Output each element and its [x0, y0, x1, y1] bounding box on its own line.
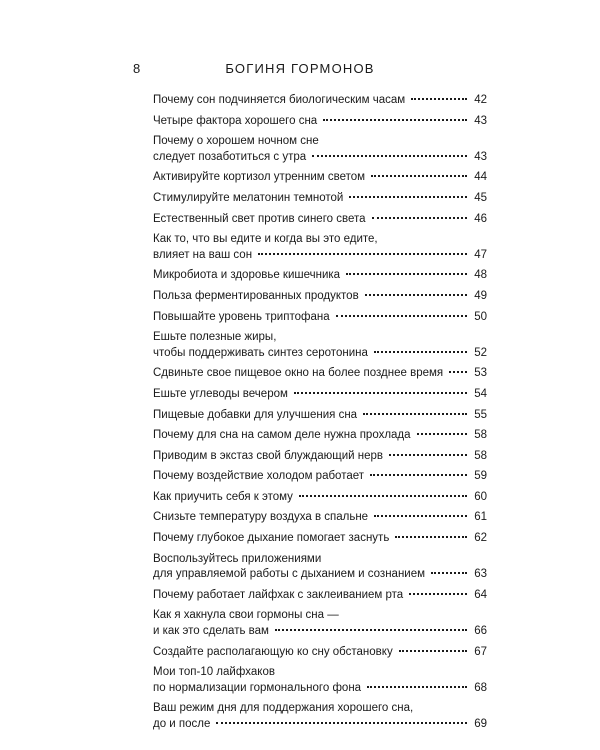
toc-page-number: 69 [474, 718, 487, 730]
toc-entry-title-line: Ешьте полезные жиры, [153, 331, 277, 344]
toc-entry-row [153, 408, 487, 424]
toc-entry [153, 289, 487, 305]
toc-entry-title-line: Пищевые добавки для улучшения сна [153, 408, 358, 421]
toc-entry-title-line: Сдвиньте свое пищевое окно на более позднее время [153, 367, 444, 380]
toc-entry-title-line: Микробиота и здоровье кишечника [153, 269, 341, 282]
toc-entry [153, 531, 487, 547]
toc-entry [153, 191, 487, 207]
toc-entry-title-line: Приводим в экстаз свой блуждающий нерв [153, 449, 383, 462]
toc-entry [153, 701, 487, 732]
toc-entry [153, 552, 487, 583]
toc-entry [153, 268, 487, 284]
dot-leader [294, 392, 467, 394]
toc-entry [153, 366, 487, 382]
page-number: 8 [133, 61, 141, 76]
toc-entry-title-line: Мои топ-10 лайфхаков [153, 666, 275, 679]
toc-entry [153, 93, 487, 109]
toc-page-number: 55 [474, 408, 487, 421]
table-of-contents [153, 93, 487, 738]
toc-page-number: 64 [474, 588, 487, 601]
toc-entry [153, 490, 487, 506]
toc-entry [153, 428, 487, 444]
running-head: БОГИНЯ ГОРМОНОВ [225, 61, 375, 76]
toc-entry-row [153, 114, 487, 130]
toc-page-number: 62 [474, 532, 487, 545]
toc-entry-title-line: и как это сделать вам [153, 625, 269, 638]
toc-entry-row [153, 567, 487, 583]
toc-page-number: 60 [474, 490, 487, 503]
toc-entry-title-line: Как приучить себя к этому [153, 490, 293, 503]
dot-leader [336, 315, 467, 317]
toc-entry-title-line: чтобы поддерживать синтез серотонина [153, 346, 368, 359]
toc-entry [153, 645, 487, 661]
toc-entry-title-line: влияет на ваш сон [153, 248, 253, 261]
toc-page-number: 43 [474, 114, 487, 127]
toc-entry-row [153, 717, 487, 733]
toc-entry-title-line: Ешьте углеводы вечером [153, 387, 288, 400]
dot-leader [374, 515, 467, 517]
dot-leader [411, 98, 467, 100]
toc-entry [153, 387, 487, 403]
toc-entry-row [153, 310, 487, 326]
dot-leader [349, 196, 467, 198]
toc-page-number: 68 [474, 681, 487, 694]
toc-entry-row [153, 681, 487, 697]
toc-entry-row [153, 624, 487, 640]
toc-entry-row [153, 366, 487, 382]
toc-page-number: 67 [474, 645, 487, 658]
toc-entry [153, 449, 487, 465]
dot-leader [449, 371, 467, 373]
toc-entry [153, 469, 487, 485]
toc-entry-title-line: Повышайте уровень триптофана [153, 310, 330, 323]
toc-page-number: 58 [474, 429, 487, 442]
toc-entry [153, 408, 487, 424]
toc-entry-row [153, 588, 487, 604]
toc-entry-row [153, 428, 487, 444]
toc-page-number: 48 [474, 269, 487, 282]
toc-page-number: 54 [474, 387, 487, 400]
toc-page-number: 42 [474, 94, 487, 106]
toc-entry-row [153, 268, 487, 284]
toc-entry-title-line: Почему глубокое дыхание помогает заснуть [153, 532, 390, 545]
toc-entry-title-line: Четыре фактора хорошего сна [153, 114, 318, 127]
toc-page-number: 45 [474, 191, 487, 204]
toc-page-number: 66 [474, 625, 487, 638]
toc-entry-title-line: Почему о хорошем ночном сне [153, 135, 319, 148]
toc-entry-row [153, 531, 487, 547]
dot-leader [370, 474, 467, 476]
toc-entry-row [153, 490, 487, 506]
toc-entry-row [153, 645, 487, 661]
dot-leader [216, 722, 467, 724]
toc-entry [153, 588, 487, 604]
toc-entry-row [153, 93, 487, 109]
toc-entry [153, 510, 487, 526]
dot-leader [399, 650, 467, 652]
toc-entry [153, 665, 487, 696]
toc-entry-row [153, 150, 487, 166]
toc-entry-title-line: Воспользуйтесь приложениями [153, 552, 322, 565]
toc-entry [153, 330, 487, 361]
toc-entry-title-line: до и после [153, 718, 211, 730]
dot-leader [371, 175, 467, 177]
toc-entry [153, 134, 487, 165]
dot-leader [409, 593, 467, 595]
toc-page-number: 47 [474, 248, 487, 261]
dot-leader [374, 351, 467, 353]
dot-leader [372, 217, 467, 219]
toc-page-number: 53 [474, 367, 487, 380]
toc-entry-title-line: Снизьте температуру воздуха в спальне [153, 511, 369, 524]
toc-page-number: 61 [474, 511, 487, 524]
toc-entry-row [153, 510, 487, 526]
toc-entry-row [153, 387, 487, 403]
dot-leader [312, 155, 467, 157]
dot-leader [395, 536, 467, 538]
toc-entry-title-line: Почему сон подчиняется биологическим часам [153, 94, 406, 106]
toc-page-number: 58 [474, 449, 487, 462]
dot-leader [417, 433, 467, 435]
toc-page-number: 52 [474, 346, 487, 359]
toc-page-number: 63 [474, 568, 487, 581]
toc-entry-title-line: Почему для сна на самом деле нужна прохлада [153, 429, 411, 442]
toc-entry [153, 232, 487, 263]
toc-entry-title-line: Как то, что вы едите и когда вы это едите, [153, 233, 378, 246]
toc-entry-title-line: по нормализации гормонального фона [153, 681, 362, 694]
toc-entry-row [153, 449, 487, 465]
dot-leader [363, 413, 467, 415]
dot-leader [258, 253, 467, 255]
toc-entry-title-line: Активируйте кортизол утренним светом [153, 171, 366, 184]
dot-leader [346, 273, 467, 275]
toc-entry-title-line: Почему работает лайфхак с заклеиванием рта [153, 588, 404, 601]
toc-page-number: 44 [474, 171, 487, 184]
toc-page-number: 49 [474, 289, 487, 302]
toc-entry [153, 310, 487, 326]
toc-entry-title-line: Как я хакнула свои гормоны сна — [153, 609, 339, 622]
dot-leader [323, 119, 467, 121]
toc-entry-title-line: Ваш режим дня для поддержания хорошего сна, [153, 702, 414, 715]
dot-leader [299, 495, 467, 497]
toc-entry-title-line: следует позаботиться с утра [153, 150, 307, 163]
toc-entry [153, 212, 487, 228]
toc-entry-row [153, 289, 487, 305]
toc-entry-title-line: Создайте располагающую ко сну обстановку [153, 645, 393, 658]
dot-leader [275, 629, 467, 631]
toc-entry-row [153, 469, 487, 485]
toc-page-number: 59 [474, 470, 487, 483]
toc-entry [153, 608, 487, 639]
toc-entry-title-line: Почему воздействие холодом работает [153, 470, 365, 483]
dot-leader [431, 572, 467, 574]
dot-leader [389, 454, 467, 456]
toc-entry-row [153, 346, 487, 362]
toc-entry-title-line: для управляемой работы с дыханием и сознанием [153, 568, 426, 581]
toc-entry-title-line: Стимулируйте мелатонин темнотой [153, 191, 344, 204]
toc-entry [153, 114, 487, 130]
toc-page-number: 46 [474, 212, 487, 225]
toc-entry-title-line: Польза ферментированных продуктов [153, 289, 359, 302]
toc-entry-row [153, 191, 487, 207]
dot-leader [365, 294, 467, 296]
toc-page-number: 50 [474, 310, 487, 323]
toc-page-number: 43 [474, 150, 487, 163]
dot-leader [367, 686, 467, 688]
toc-entry-title-line: Естественный свет против синего света [153, 212, 366, 225]
toc-entry-row [153, 170, 487, 186]
toc-entry [153, 170, 487, 186]
toc-entry-row [153, 212, 487, 228]
toc-entry-row [153, 248, 487, 264]
